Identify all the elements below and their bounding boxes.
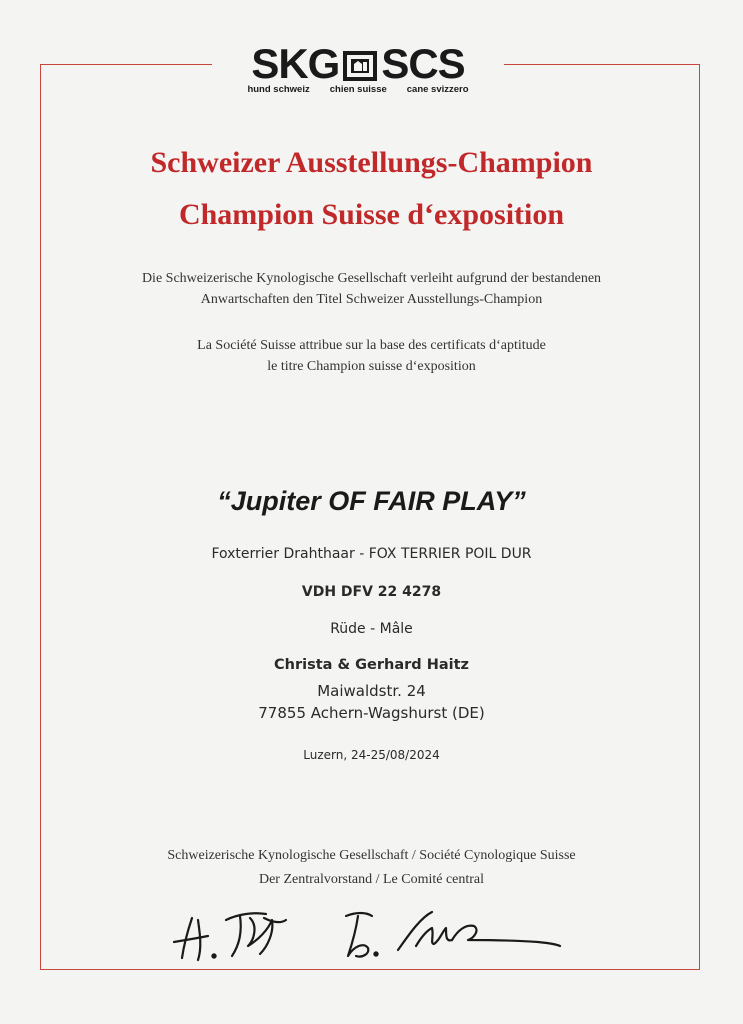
intro-german [0, 268, 743, 310]
intro-french [0, 335, 743, 377]
owner-city: 77855 Achern-Wagshurst (DE) [258, 704, 485, 722]
intro-french-line2: le titre Champion suisse d‘exposition [267, 359, 476, 374]
intro-german-line1: Die Schweizerische Kynologische Gesellschaft verleiht aufgrund der bestandenen [141, 271, 602, 286]
signature-1 [168, 900, 308, 975]
dog-house-icon [342, 47, 378, 81]
signature-2 [342, 906, 572, 971]
footer-society: Schweizerische Kynologische Gesellschaft / Société Cynologique Suisse [167, 848, 576, 863]
registration-number: VDH DFV 22 4278 [301, 584, 442, 600]
logo-left-text: SKG [251, 40, 340, 87]
logo-sub-it: cane svizzero [406, 84, 469, 95]
dog-breed: Foxterrier Drahthaar - FOX TERRIER POIL DUR [211, 546, 532, 562]
intro-german-line2: Anwartschaften den Titel Schweizer Ausstellungs-Champion [200, 292, 543, 307]
owner-name: Christa & Gerhard Haitz [273, 657, 469, 673]
logo-sub-de: hund schweiz [247, 84, 310, 95]
title-french: Champion Suisse d‘exposition [178, 198, 565, 231]
intro-french-line1: La Société Suisse attribue sur la base des certificats d‘aptitude [197, 338, 546, 353]
owner-street: Maiwaldstr. 24 [317, 682, 426, 700]
footer-committee: Der Zentralvorstand / Le Comité central [258, 872, 485, 887]
event-place-date: Luzern, 24-25/08/2024 [303, 748, 440, 762]
skg-logo [212, 42, 504, 102]
logo-right-text: SCS [381, 40, 465, 87]
title-german: Schweizer Ausstellungs-Champion [150, 146, 593, 179]
logo-sub-fr: chien suisse [329, 84, 387, 95]
dog-sex: Rüde - Mâle [330, 621, 413, 637]
dog-name: “Jupiter OF FAIR PLAY” [217, 486, 526, 516]
